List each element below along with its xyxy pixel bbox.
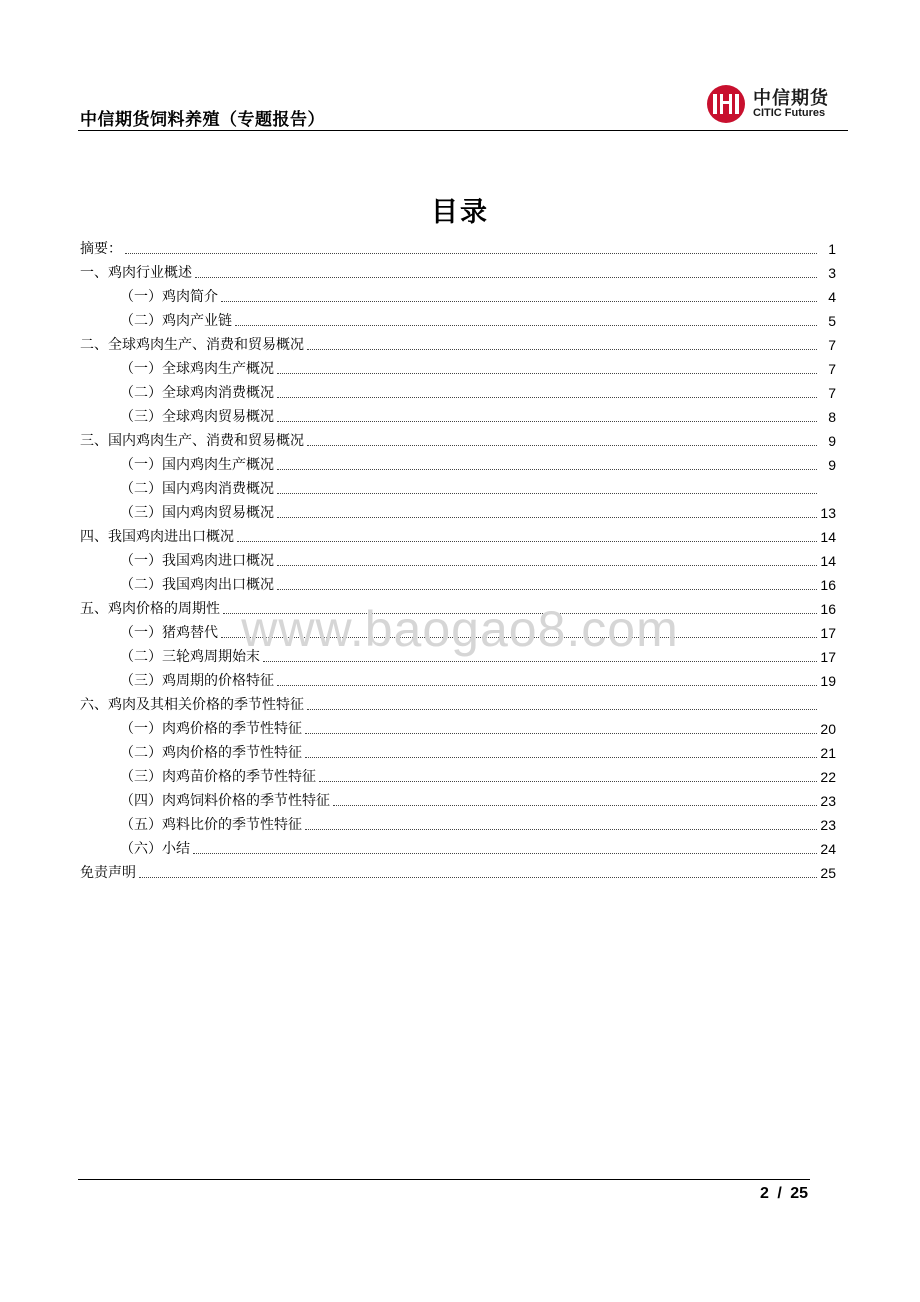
toc-entry-page: 13 (820, 505, 836, 521)
toc-entry-page: 21 (820, 745, 836, 761)
toc-entry-page: 9 (828, 433, 836, 449)
toc-entry-label: （三）鸡周期的价格特征 (120, 673, 274, 689)
toc-entry-page: 24 (820, 841, 836, 857)
toc-entry-label: （三）全球鸡肉贸易概况 (120, 409, 274, 425)
toc-dot-leader (125, 253, 817, 254)
toc-entry-label: 三、国内鸡肉生产、消费和贸易概况 (80, 433, 304, 449)
toc-entry-label: 免责声明 (80, 865, 136, 881)
toc-entry-page: 8 (828, 409, 836, 425)
toc-entry[interactable] (80, 234, 836, 258)
citic-futures-logo (706, 82, 836, 128)
toc-entry[interactable] (80, 570, 836, 594)
toc-entry-page: 17 (820, 649, 836, 665)
toc-entry[interactable] (80, 258, 836, 282)
toc-entry-label: 五、鸡肉价格的周期性 (80, 601, 220, 617)
toc-dot-leader (277, 589, 817, 590)
toc-entry[interactable] (80, 714, 836, 738)
toc-entry-label: （二）我国鸡肉出口概况 (120, 577, 274, 593)
toc-entry[interactable] (80, 618, 836, 642)
toc-entry-label: （一）猪鸡替代 (120, 625, 218, 641)
toc-dot-leader (193, 853, 817, 854)
toc-entry[interactable] (80, 426, 836, 450)
toc-entry[interactable] (80, 546, 836, 570)
citic-logo-icon (706, 84, 746, 124)
toc-entry[interactable] (80, 522, 836, 546)
toc-entry-label: 摘要： (80, 241, 122, 257)
toc-entry[interactable] (80, 498, 836, 522)
toc-entry-page: 23 (820, 817, 836, 833)
toc-entry-page: 16 (820, 601, 836, 617)
toc-entry[interactable] (80, 594, 836, 618)
toc-dot-leader (307, 349, 817, 350)
toc-entry[interactable] (80, 690, 836, 714)
toc-entry[interactable] (80, 282, 836, 306)
toc-entry-label: （二）鸡肉价格的季节性特征 (120, 745, 302, 761)
toc-dot-leader (195, 277, 817, 278)
toc-entry-page: 16 (820, 577, 836, 593)
toc-entry-page: 7 (828, 385, 836, 401)
toc-dot-leader (237, 541, 817, 542)
toc-dot-leader (277, 565, 817, 566)
toc-dot-leader (263, 661, 817, 662)
toc-entry-page: 1 (828, 241, 836, 257)
toc-dot-leader (223, 613, 817, 614)
toc-entry-page: 23 (820, 793, 836, 809)
toc-dot-leader (277, 373, 817, 374)
toc-entry-page: 5 (828, 313, 836, 329)
toc-entry-page: 3 (828, 265, 836, 281)
toc-entry[interactable] (80, 450, 836, 474)
report-header-title: 中信期货饲料养殖（专题报告） (80, 110, 325, 130)
toc-dot-leader (305, 733, 817, 734)
toc-entry-page: 22 (820, 769, 836, 785)
toc-heading: 目录 (431, 197, 489, 228)
toc-entry-label: 六、鸡肉及其相关价格的季节性特征 (80, 697, 304, 713)
toc-entry[interactable] (80, 378, 836, 402)
toc-entry-page: 17 (820, 625, 836, 641)
toc-entry[interactable] (80, 354, 836, 378)
toc-entry-page: 4 (828, 289, 836, 305)
toc-entry-label: 二、全球鸡肉生产、消费和贸易概况 (80, 337, 304, 353)
toc-entry-label: （一）我国鸡肉进口概况 (120, 553, 274, 569)
toc-entry-page: 7 (828, 337, 836, 353)
toc-entry[interactable] (80, 738, 836, 762)
toc-dot-leader (307, 709, 817, 710)
toc-entry[interactable] (80, 834, 836, 858)
toc-entry[interactable] (80, 402, 836, 426)
toc-entry-label: （二）国内鸡肉消费概况 (120, 481, 274, 497)
toc-entry-label: （二）鸡肉产业链 (120, 313, 232, 329)
toc-dot-leader (221, 637, 817, 638)
toc-dot-leader (333, 805, 817, 806)
toc-entry-label: （三）肉鸡苗价格的季节性特征 (120, 769, 316, 785)
header-divider (78, 130, 848, 131)
toc-entry-page: 9 (828, 457, 836, 473)
toc-dot-leader (221, 301, 817, 302)
toc-dot-leader (235, 325, 817, 326)
toc-entry[interactable] (80, 306, 836, 330)
toc-entry-label: （二）三轮鸡周期始末 (120, 649, 260, 665)
toc-entry[interactable] (80, 642, 836, 666)
toc-entry-label: （四）肉鸡饲料价格的季节性特征 (120, 793, 330, 809)
toc-entry-page: 14 (820, 553, 836, 569)
toc-entry-label: （三）国内鸡肉贸易概况 (120, 505, 274, 521)
toc-entry[interactable] (80, 474, 836, 498)
logo-text-cn: 中信期货 (753, 88, 829, 109)
toc-dot-leader (277, 493, 817, 494)
toc-dot-leader (277, 685, 817, 686)
toc-entry-label: 四、我国鸡肉进出口概况 (80, 529, 234, 545)
toc-entry[interactable] (80, 786, 836, 810)
page-indicator: 2 / 25 (759, 1185, 808, 1202)
toc-entry[interactable] (80, 810, 836, 834)
table-of-contents (80, 234, 836, 882)
toc-entry-page: 19 (820, 673, 836, 689)
toc-entry[interactable] (80, 666, 836, 690)
toc-dot-leader (139, 877, 817, 878)
toc-dot-leader (305, 757, 817, 758)
toc-entry-label: 一、鸡肉行业概述 (80, 265, 192, 281)
toc-entry-page: 25 (820, 865, 836, 881)
toc-entry-page: 14 (820, 529, 836, 545)
toc-entry-label: （一）鸡肉简介 (120, 289, 218, 305)
toc-entry-label: （一）全球鸡肉生产概况 (120, 361, 274, 377)
toc-dot-leader (307, 445, 817, 446)
toc-dot-leader (277, 397, 817, 398)
toc-dot-leader (305, 829, 817, 830)
toc-entry-label: （二）全球鸡肉消费概况 (120, 385, 274, 401)
toc-entry[interactable] (80, 858, 836, 882)
toc-entry[interactable] (80, 330, 836, 354)
toc-dot-leader (277, 517, 817, 518)
toc-dot-leader (319, 781, 817, 782)
toc-entry[interactable] (80, 762, 836, 786)
toc-entry-page: 7 (828, 361, 836, 377)
toc-dot-leader (277, 421, 817, 422)
toc-entry-label: （六）小结 (120, 841, 190, 857)
toc-entry-label: （一）肉鸡价格的季节性特征 (120, 721, 302, 737)
toc-entry-label: （五）鸡料比价的季节性特征 (120, 817, 302, 833)
watermark: www.baogao8.com (241, 601, 679, 657)
footer-divider (78, 1179, 810, 1180)
toc-entry-page: 20 (820, 721, 836, 737)
toc-entry-label: （一）国内鸡肉生产概况 (120, 457, 274, 473)
logo-text-en: CITIC Futures (753, 107, 826, 119)
toc-dot-leader (277, 469, 817, 470)
